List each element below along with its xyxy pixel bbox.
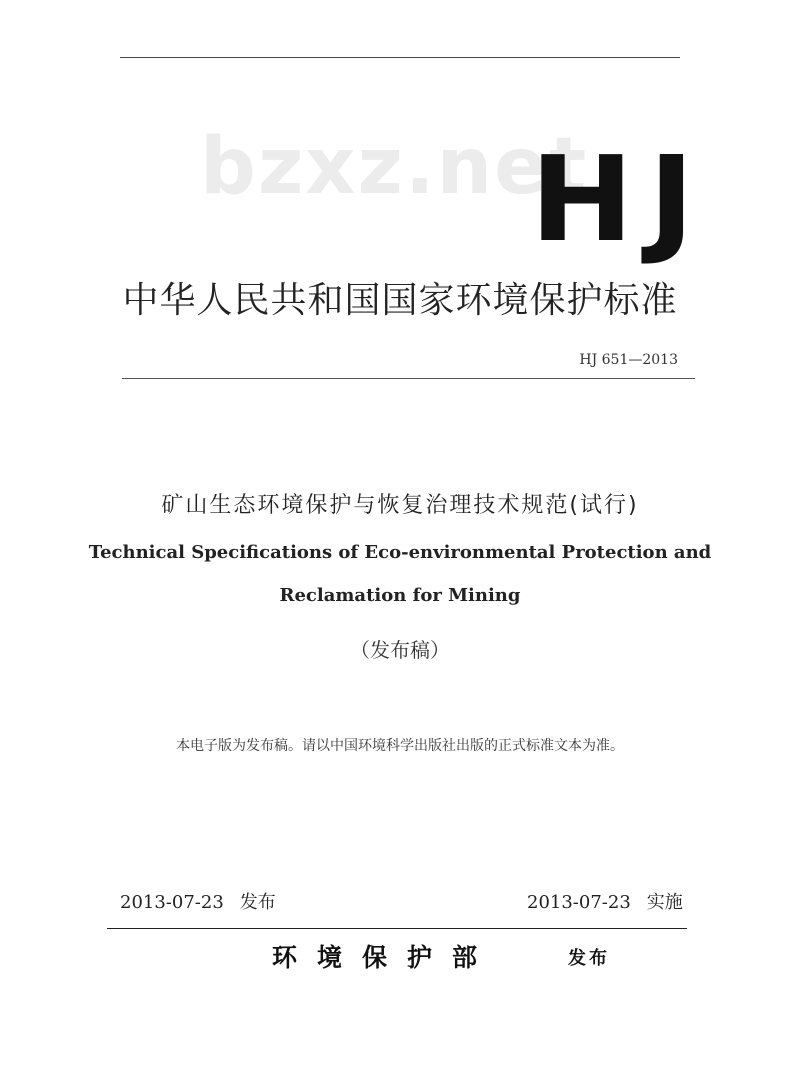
- watermark-logo: bzxz.net: [200, 122, 589, 212]
- issuer-action: 发布: [568, 948, 610, 969]
- draft-note: （发布稿）: [350, 638, 450, 662]
- national-standard-text: 中华人民共和国国家环境保护标准: [122, 280, 678, 321]
- standard-number: HJ 651—2013: [579, 352, 678, 368]
- header-divider: [122, 378, 695, 379]
- disclaimer-text: 本电子版为发布稿。请以中国环境科学出版社出版的正式标准文本为准。: [176, 738, 624, 754]
- implement-date: [527, 888, 683, 914]
- top-divider: [120, 57, 680, 58]
- document-title-en-line1: Technical Specifications of Eco-environmental Protection and: [88, 542, 712, 563]
- issuer-name: 环境保护部: [272, 943, 498, 972]
- hj-logo: HJ: [530, 130, 710, 268]
- implement-label: 实施: [646, 892, 683, 913]
- issue-date-value: 2013-07-23: [120, 892, 224, 913]
- issue-date: [120, 888, 276, 914]
- document-title-en-line2: Reclamation for Mining: [279, 585, 521, 606]
- footer-divider: [107, 928, 687, 929]
- issue-label: 发布: [239, 892, 276, 913]
- implement-date-value: 2013-07-23: [527, 892, 631, 913]
- document-title-zh: 矿山生态环境保护与恢复治理技术规范(试行): [161, 493, 639, 518]
- national-standard-title: [0, 272, 800, 323]
